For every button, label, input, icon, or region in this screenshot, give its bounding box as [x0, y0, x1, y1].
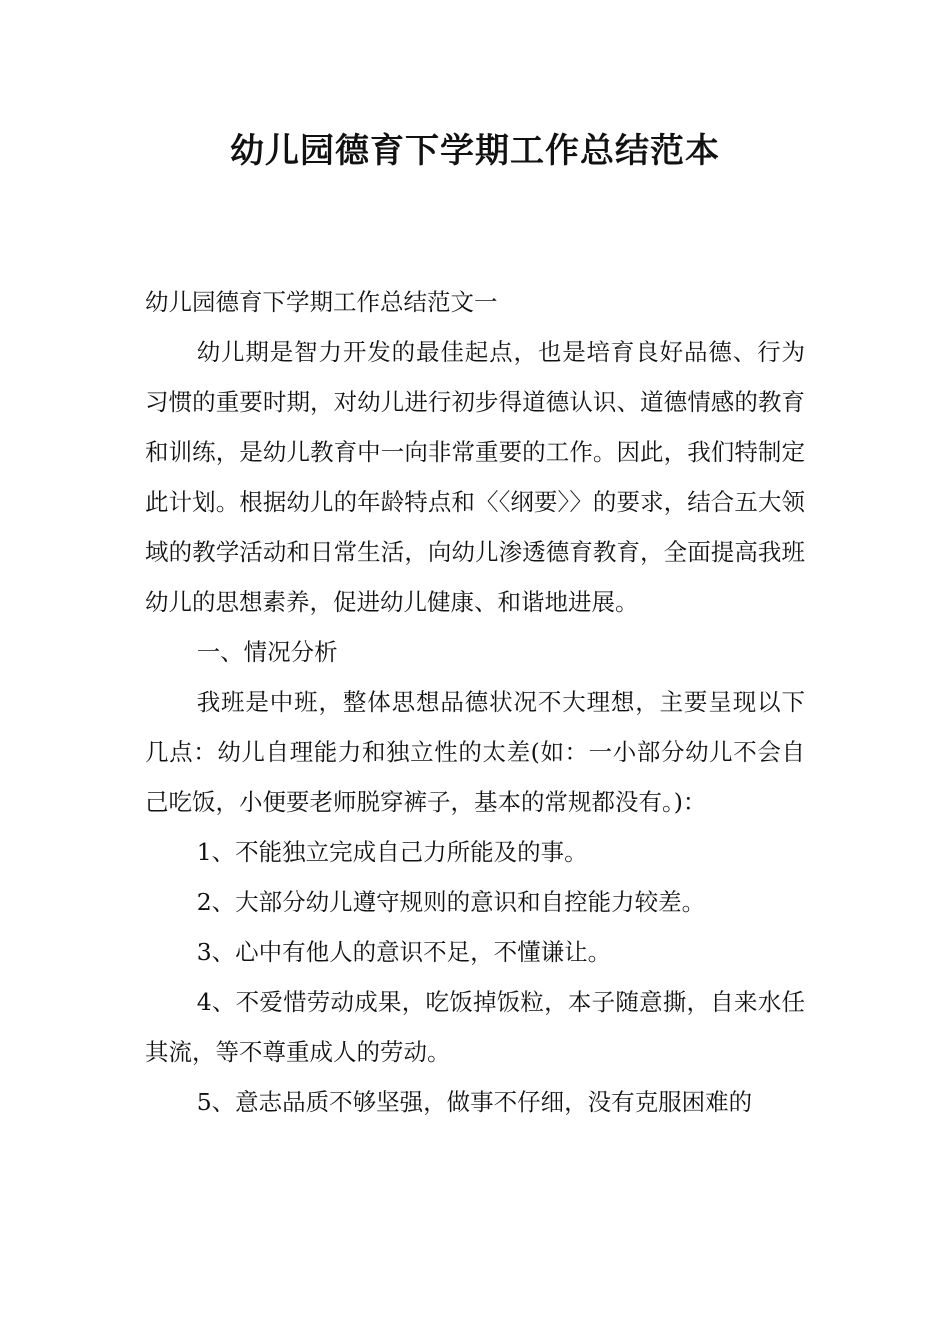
list-item: 1、不能独立完成自己力所能及的事。: [196, 838, 588, 866]
list-item: 3、心中有他人的意识不足，不懂谦让。: [196, 938, 612, 966]
document-body: [145, 277, 805, 1127]
list-item: 4、不爱惜劳动成果，吃饭掉饭粒，本子随意撕，自来水任其流，等不尊重成人的劳动。: [145, 988, 805, 1066]
paragraph-intro: 幼儿期是智力开发的最佳起点，也是培育良好品德、行为习惯的重要时期，对幼儿进行初步得道德认识、道德情感的教育和训练，是幼儿教育中一向非常重要的工作。因此，我们特制定此计划。根据幼儿的年龄特点和〈〈纲要〉〉的要求，结合五大领域的教学活动和日常生活，向幼儿渗透德育教育，全面提高我班幼儿的思想素养，促进幼儿健康、和谐地进展。: [145, 338, 805, 616]
list-item: 5、意志品质不够坚强，做事不仔细，没有克服困难的: [196, 1088, 753, 1116]
document-title: 幼儿园德育下学期工作总结范本: [230, 131, 720, 171]
list-item: 2、大部分幼儿遵守规则的意识和自控能力较差。: [196, 888, 706, 916]
section-subtitle: 幼儿园德育下学期工作总结范文一: [145, 288, 498, 316]
paragraph-analysis: 我班是中班，整体思想品德状况不大理想，主要呈现以下几点：幼儿自理能力和独立性的太差(如：一小部分幼儿不会自己吃饭，小便要老师脱穿裤子，基本的常规都没有。)：: [145, 688, 805, 816]
section-heading-analysis: 一、情况分析: [196, 638, 338, 666]
